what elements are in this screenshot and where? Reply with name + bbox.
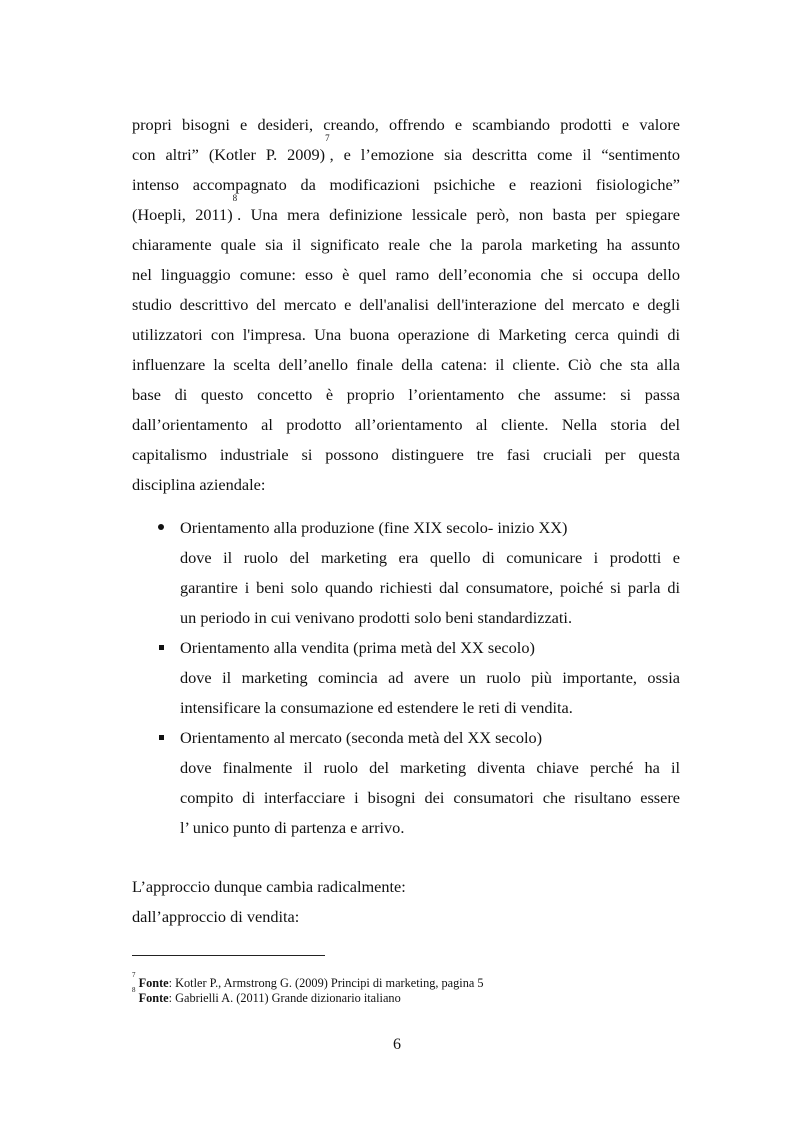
bullet-disc-icon [154, 513, 168, 543]
list-item-title: Orientamento alla produzione (fine XIX secolo- inizio XX) [180, 518, 568, 537]
paragraph-line: nel linguaggio comune: esso è quel ramo dell’economia che si occupa dello [132, 265, 680, 284]
list-item [132, 723, 680, 843]
description-line: garantire i beni solo quando richiesti dal consumatore, poiché si parla di [180, 578, 680, 597]
description-line: dove finalmente il ruolo del marketing diventa chiave perché ha il [180, 758, 680, 777]
orientation-list [132, 513, 680, 843]
description-line: dove il ruolo del marketing era quello di comunicare i prodotti e [180, 548, 680, 567]
description-line: un periodo in cui venivano prodotti solo beni standardizzati. [180, 608, 573, 627]
paragraph-line: capitalismo industriale si possono distinguere tre fasi cruciali per questa [132, 445, 680, 464]
paragraph-line: studio descrittivo del mercato e dell'analisi dell'interazione del mercato e degli [132, 295, 680, 314]
footnote-ref-7[interactable]: 7 [325, 133, 330, 143]
description-line: intensificare la consumazione ed estendere le reti di vendita. [180, 698, 573, 717]
bullet-square-icon [154, 633, 168, 663]
paragraph-line: chiaramente quale sia il significato reale che la parola marketing ha assunto [132, 235, 680, 254]
footnote-number: 7 [132, 971, 136, 979]
list-item-title: Orientamento alla vendita (prima metà del XX secolo) [180, 638, 535, 657]
description-line: l’ unico punto di partenza e arrivo. [180, 818, 405, 837]
footnote-label: Fonte [138, 976, 169, 990]
list-item [132, 633, 680, 723]
paragraph-line: (Hoepli, 2011)$^8$. Una mera definizione lessicale però, non basta per spiegare [132, 193, 680, 224]
paragraph-line: disciplina aziendale: [132, 475, 266, 494]
description-line: compito di interfacciare i bisogni dei consumatori che risultano essere [180, 788, 680, 807]
list-item-description [180, 753, 680, 843]
footnote-7 [132, 971, 484, 991]
closing-line: L’approccio dunque cambia radicalmente: [132, 877, 406, 896]
footnote-separator [132, 955, 325, 956]
closing-line: dall’approccio di vendita: [132, 907, 300, 926]
closing-lines [132, 872, 406, 932]
footnote-number: 8 [132, 986, 136, 994]
footnote-text: : Kotler P., Armstrong G. (2009) Principi di marketing, pagina 5 [168, 976, 484, 990]
list-item [132, 513, 680, 633]
footnotes [132, 971, 484, 1006]
paragraph-line: con altri” (Kotler P. 2009)$^7$, e l’emozione sia descritta come il “sentimento [132, 133, 681, 164]
footnote-ref-8[interactable]: 8 [232, 193, 238, 203]
list-item-description [180, 663, 680, 723]
paragraph-line: propri bisogni e desideri, creando, offrendo e scambiando prodotti e valore [132, 115, 680, 134]
footnote-label: Fonte [138, 991, 169, 1005]
list-item-description [180, 543, 680, 633]
main-paragraph [132, 110, 680, 500]
paragraph-line: utilizzatori con l'impresa. Una buona operazione di Marketing cerca quindi di [132, 325, 680, 344]
list-item-title: Orientamento al mercato (seconda metà del XX secolo) [180, 728, 543, 747]
paragraph-line: influenzare la scelta dell’anello finale della catena: il cliente. Ciò che sta alla [132, 355, 680, 374]
paragraph-line: dall’orientamento al prodotto all’orientamento al cliente. Nella storia del [132, 415, 680, 434]
description-line: dove il marketing comincia ad avere un ruolo più importante, ossia [180, 668, 680, 687]
footnote-text: : Gabrielli A. (2011) Grande dizionario italiano [168, 991, 401, 1005]
paragraph-line: base di questo concetto è proprio l’orientamento che assume: si passa [132, 385, 680, 404]
page-number: 6 [393, 1036, 401, 1053]
footnote-8 [132, 986, 484, 1006]
bullet-square-icon [154, 723, 168, 753]
paragraph-line: intenso accompagnato da modificazioni psichiche e reazioni fisiologiche” [132, 175, 680, 194]
